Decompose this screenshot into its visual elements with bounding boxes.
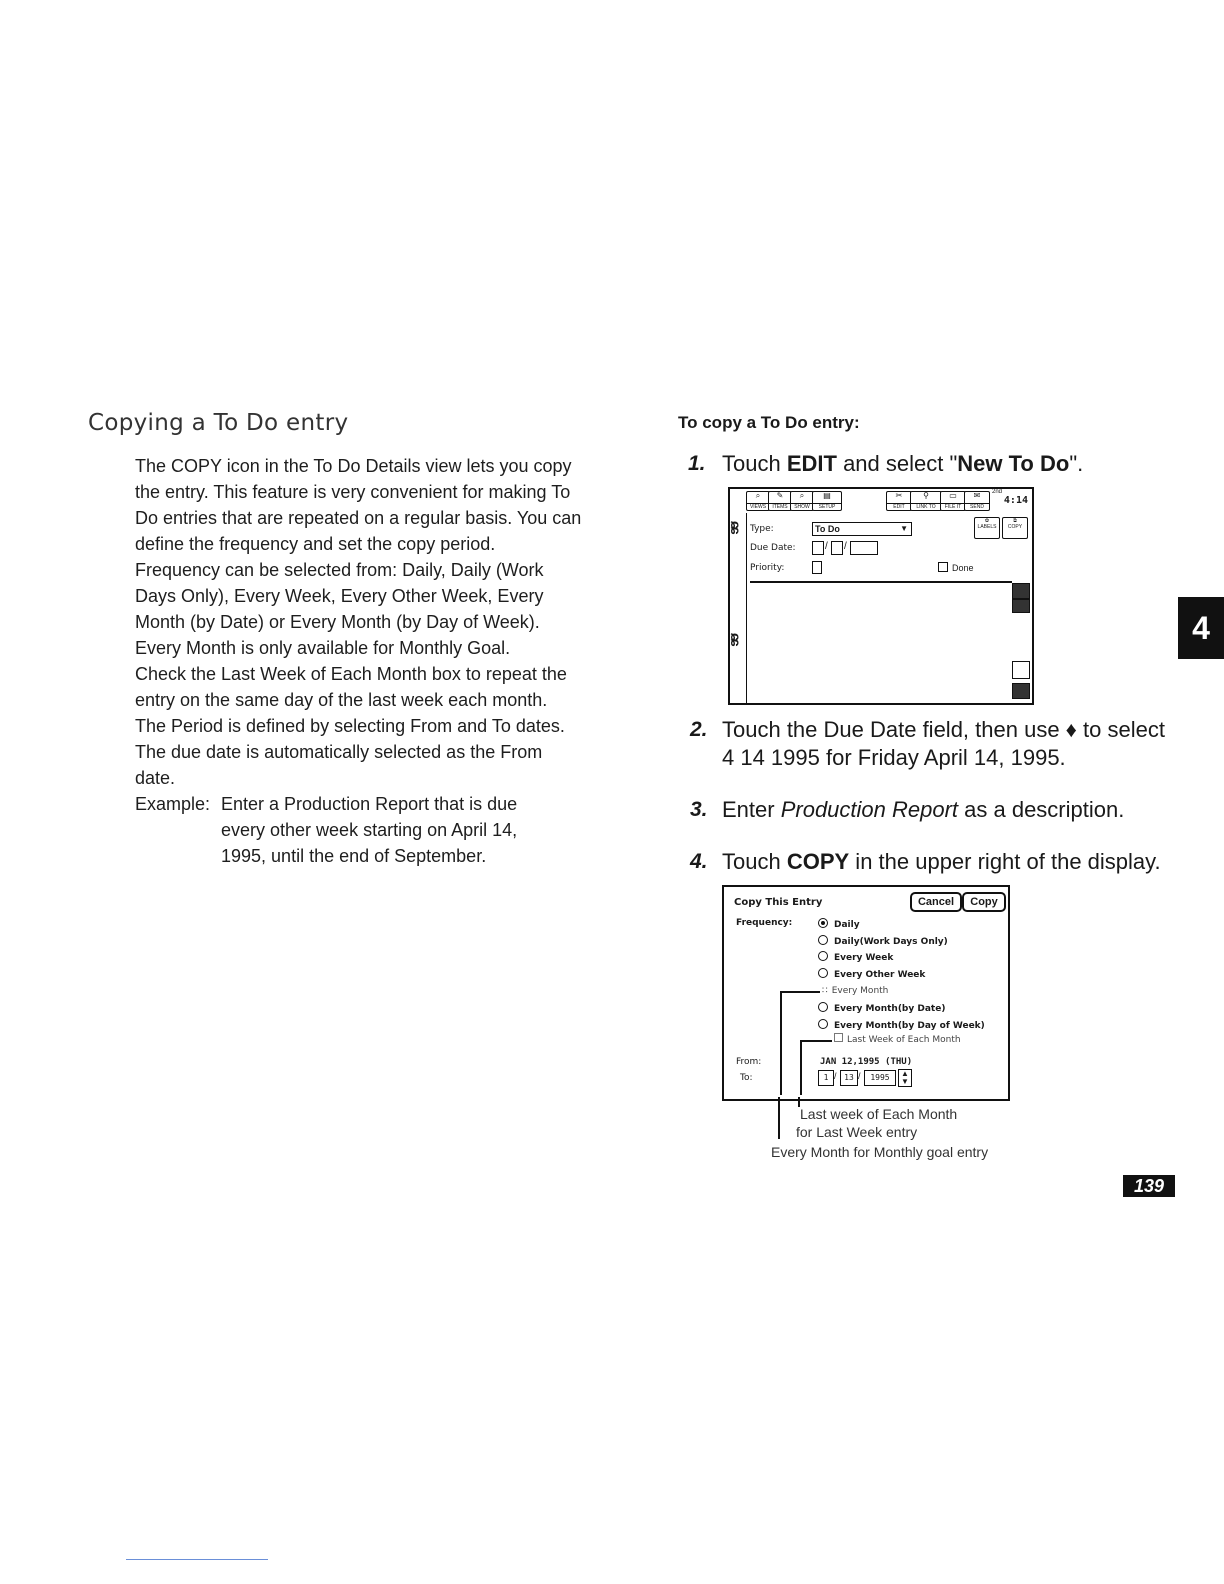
option-daily[interactable]: Daily — [818, 918, 860, 931]
due-day-field[interactable] — [831, 541, 843, 555]
radio-icon — [818, 968, 828, 978]
callout-line — [778, 1097, 780, 1139]
step-4 — [0, 848, 1224, 878]
todo-details-screen — [728, 487, 1034, 705]
2nd-indicator: 2nd — [991, 489, 1002, 495]
step-number: 1. — [688, 452, 706, 475]
chapter-tab: 4 — [1178, 597, 1224, 659]
callout-line — [800, 1040, 802, 1095]
description-area[interactable] — [750, 581, 1012, 699]
due-month-field[interactable] — [812, 541, 824, 555]
option-every-month-by-date[interactable]: Every Month(by Date) — [818, 1002, 945, 1015]
labels-icon[interactable]: ✿ LABELS — [974, 517, 1000, 539]
setup-icon[interactable]: ▤ SETUP — [812, 491, 842, 511]
page-number: 139 — [1123, 1175, 1175, 1197]
to-label: To: — [740, 1073, 753, 1083]
option-daily-work-days[interactable]: Daily(Work Days Only) — [818, 935, 948, 948]
step-text: Enter Production Report as a description. — [722, 797, 1125, 822]
separator: / — [825, 541, 828, 552]
clock: 4:14 — [1003, 495, 1028, 506]
to-day-field[interactable]: 13 — [840, 1070, 858, 1086]
binder-rings-icon: ɕɕ — [728, 633, 744, 645]
scroll-down-icon[interactable] — [1012, 661, 1030, 679]
radio-icon — [818, 951, 828, 961]
callout-last-week-2: for Last Week entry — [796, 1124, 918, 1140]
step-3 — [0, 796, 1224, 826]
type-label: Type: — [750, 524, 774, 534]
example-text: Enter a Production Report that is due every other week starting on April 14, 1995, until the end of September. — [221, 794, 518, 866]
edit-icon[interactable]: ✂ EDIT — [886, 491, 912, 511]
binder-rings-icon: ɕɕ — [728, 521, 744, 533]
callout-last-week: Last week of Each Month — [800, 1106, 958, 1122]
footer-rule — [126, 1559, 268, 1560]
cancel-button[interactable]: Cancel — [910, 892, 962, 912]
option-every-other-week[interactable]: Every Other Week — [818, 968, 925, 981]
due-date-label: Due Date: — [750, 543, 796, 553]
link-to-icon[interactable]: ⚲ LINK TO — [910, 491, 942, 511]
step-2 — [0, 716, 1224, 776]
show-icon[interactable]: ⌕ SHOW — [790, 491, 814, 511]
frequency-label: Frequency: — [736, 918, 793, 928]
callout-every-month: Every Month for Monthly goal entry — [771, 1144, 989, 1160]
to-year-field[interactable]: 1995 — [864, 1070, 896, 1086]
file-it-icon[interactable]: ▭ FILE IT — [940, 491, 966, 511]
checkbox-icon — [834, 1033, 843, 1042]
paragraph: The COPY icon in the To Do Details view lets you copy the entry. This feature is very convenient for making To Do entries that are repeated on a regular basis. You can define the frequency and set the copy period. — [135, 456, 582, 554]
type-select[interactable]: To Do ▼ — [812, 522, 912, 536]
dialog-title: Copy This Entry — [734, 897, 823, 908]
step-number: 4. — [690, 850, 708, 873]
scroll-top-icon[interactable] — [1012, 583, 1030, 599]
step-number: 3. — [690, 798, 708, 821]
radio-icon — [818, 1019, 828, 1029]
done-checkbox[interactable] — [938, 562, 948, 572]
option-every-week[interactable]: Every Week — [818, 951, 893, 964]
paragraph: The Period is defined by selecting From and To dates. The due date is automatically selected as the From date. — [135, 716, 565, 788]
views-icon[interactable]: ⌕ VIEWS — [746, 491, 770, 511]
option-every-month-by-day[interactable]: Every Month(by Day of Week) — [818, 1019, 985, 1032]
from-value: JAN 12,1995 (THU) — [820, 1057, 913, 1067]
send-icon[interactable]: ✉ SEND — [964, 491, 990, 511]
priority-label: Priority: — [750, 563, 785, 573]
done-label: Done — [952, 563, 974, 573]
step-text: Touch COPY in the upper right of the display. — [722, 849, 1161, 874]
separator: / — [834, 1071, 837, 1081]
callout-line — [780, 991, 782, 1095]
step-number: 2. — [690, 718, 708, 741]
priority-field[interactable] — [812, 561, 822, 574]
dotted-radio-icon: ∷ — [822, 986, 828, 996]
radio-icon — [818, 1002, 828, 1012]
date-stepper-icon[interactable]: ▲ ▼ — [898, 1069, 912, 1087]
section-title: Copying a To Do entry — [88, 410, 349, 436]
binder-edge — [746, 513, 747, 703]
paragraph: Check the Last Week of Each Month box to repeat the entry on the same day of the last week each month. — [135, 664, 567, 710]
separator: / — [844, 541, 847, 552]
step-text: Touch the Due Date field, then use ♦ to select 4 14 1995 for Friday April 14, 1995. — [722, 717, 1165, 770]
dropdown-arrow-icon: ▼ — [900, 524, 908, 533]
step-text: Touch EDIT and select "New To Do". — [722, 451, 1084, 476]
radio-selected-icon — [818, 918, 828, 928]
scroll-bottom-icon[interactable] — [1012, 683, 1030, 699]
due-year-field[interactable] — [850, 541, 878, 555]
copy-button[interactable]: Copy — [962, 892, 1006, 912]
last-week-checkbox[interactable]: Last Week of Each Month — [834, 1033, 961, 1046]
copy-entry-dialog — [722, 885, 1010, 1101]
callout-line — [800, 1040, 832, 1042]
items-icon[interactable]: ✎ ITEMS — [768, 491, 792, 511]
paragraph: Frequency can be selected from: Daily, Daily (Work Days Only), Every Week, Every Other Week, Every Month (by Date) or Every Month (by Day of Week). Every Month is only available for Monthly Goal. — [135, 560, 544, 658]
scroll-up-icon[interactable] — [1012, 599, 1030, 613]
toolbar — [744, 489, 1032, 513]
step-1 — [0, 450, 1224, 480]
option-every-month[interactable]: ∷ Every Month — [822, 986, 889, 996]
callout-line — [780, 991, 820, 993]
procedure-heading: To copy a To Do entry: — [678, 413, 860, 432]
separator: / — [858, 1071, 861, 1081]
from-label: From: — [736, 1057, 762, 1067]
example-label: Example: — [135, 794, 211, 814]
radio-icon — [818, 935, 828, 945]
copy-icon[interactable]: ⧉ COPY — [1002, 517, 1028, 539]
to-month-field[interactable]: 1 — [818, 1070, 834, 1086]
